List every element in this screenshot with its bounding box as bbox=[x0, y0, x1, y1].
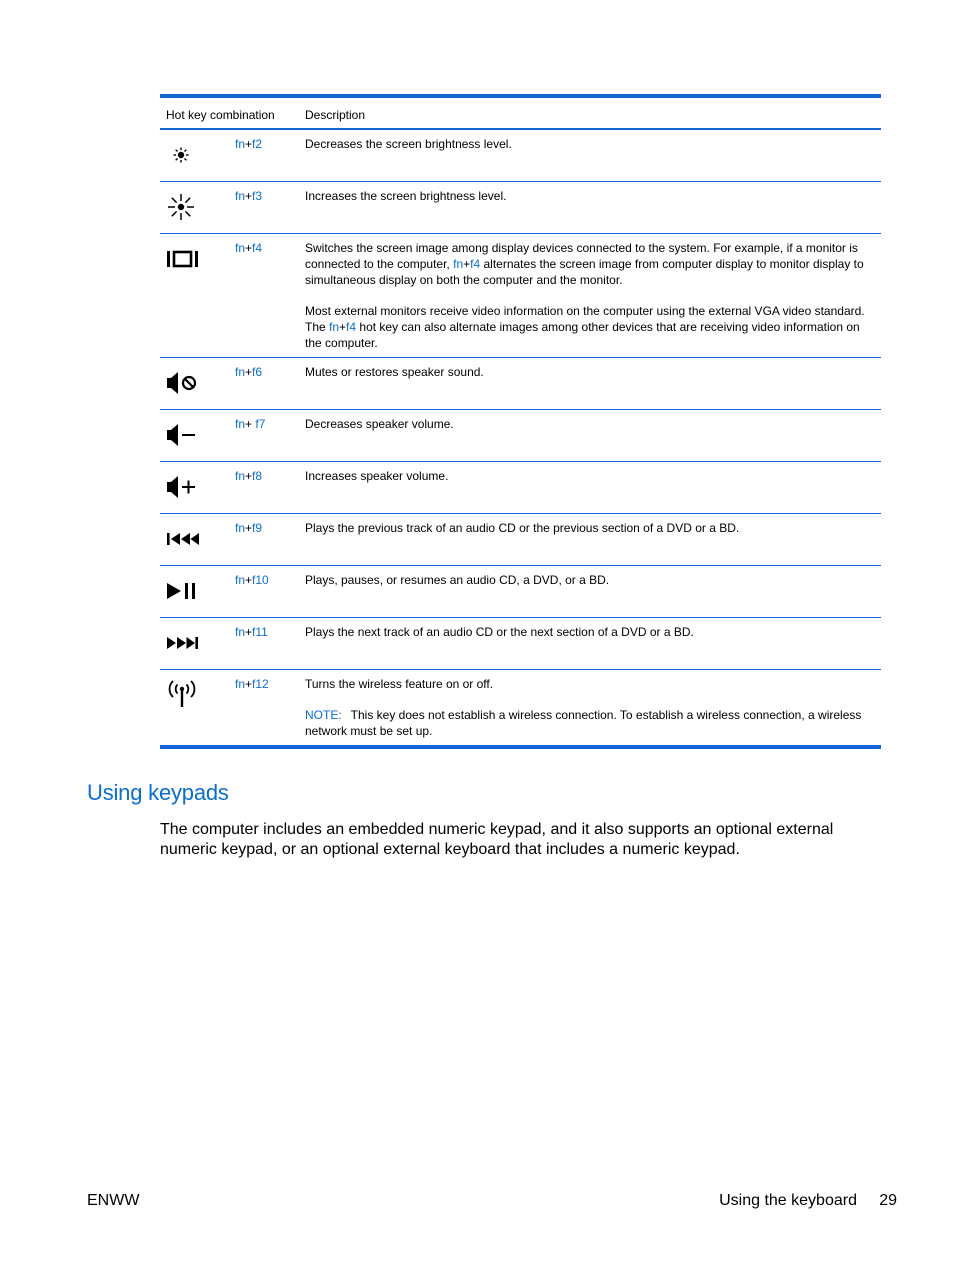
description-text: alternates the screen image from computer display to monitor display to simultaneous display on both the computer and the monitor. bbox=[305, 257, 864, 287]
inline-plus-sign: + bbox=[339, 320, 347, 334]
function-key: f6 bbox=[252, 365, 263, 379]
footer-left-label: ENWW bbox=[87, 1192, 140, 1209]
fn-key: fn bbox=[235, 677, 246, 691]
header-description: Description bbox=[305, 108, 366, 122]
description-text: Increases the screen brightness level. bbox=[305, 189, 507, 203]
description-text: Turns the wireless feature on or off. bbox=[305, 677, 494, 691]
description-text: Plays the previous track of an audio CD or the previous section of a DVD or a BD. bbox=[305, 521, 740, 535]
function-key: f4 bbox=[252, 241, 263, 255]
table-row bbox=[160, 617, 881, 669]
function-key: f8 bbox=[252, 469, 263, 483]
hotkey-combo bbox=[235, 468, 262, 484]
play-pause-icon bbox=[166, 574, 200, 608]
function-key: f7 bbox=[255, 417, 266, 431]
section-body-text: The computer includes an embedded numeric keypad, and it also supports an optional external numeric keypad, or an optional external keyboard that includes a numeric keypad. bbox=[160, 821, 834, 858]
table-row bbox=[160, 130, 881, 181]
row-description bbox=[305, 410, 877, 440]
hotkey-combo bbox=[235, 520, 262, 536]
row-description bbox=[305, 514, 877, 544]
plus-sign: + bbox=[245, 625, 253, 639]
description-text: hot key can also alternate images among other devices that are receiving video information on the computer. bbox=[305, 320, 860, 350]
plus-sign: + bbox=[245, 417, 256, 431]
description-text: Mutes or restores speaker sound. bbox=[305, 365, 484, 379]
plus-sign: + bbox=[245, 241, 253, 255]
fn-key: fn bbox=[235, 417, 246, 431]
row-description bbox=[305, 358, 877, 388]
description-text: Plays the next track of an audio CD or the next section of a DVD or a BD. bbox=[305, 625, 694, 639]
description-paragraph bbox=[305, 303, 877, 351]
plus-sign: + bbox=[245, 137, 253, 151]
function-key: f9 bbox=[252, 521, 263, 535]
plus-sign: + bbox=[245, 521, 253, 535]
plus-sign: + bbox=[245, 677, 253, 691]
hotkey-combo bbox=[235, 240, 262, 256]
function-key: f11 bbox=[252, 625, 268, 639]
inline-fn-key: fn bbox=[453, 257, 464, 271]
fn-key: fn bbox=[235, 365, 246, 379]
table-row bbox=[160, 513, 881, 565]
hotkey-combo bbox=[235, 364, 262, 380]
header-hotkey-combination: Hot key combination bbox=[166, 108, 275, 122]
brightness-up-icon bbox=[166, 190, 200, 224]
description-text: Switches the screen image among display devices connected to the system. For example, if a monitor is connected to the computer, bbox=[305, 241, 858, 271]
hotkey-table bbox=[160, 94, 881, 749]
plus-sign: + bbox=[245, 365, 253, 379]
plus-sign: + bbox=[245, 573, 253, 587]
row-description bbox=[305, 670, 877, 747]
fn-key: fn bbox=[235, 189, 246, 203]
table-row bbox=[160, 409, 881, 461]
row-description bbox=[305, 182, 877, 212]
note-text: This key does not establish a wireless connection. To establish a wireless connection, a wireless network must be set up. bbox=[305, 708, 862, 738]
page-number: 29 bbox=[879, 1192, 897, 1209]
function-key: f2 bbox=[252, 137, 263, 151]
section-heading: Using keypads bbox=[87, 780, 229, 805]
inline-plus-sign: + bbox=[463, 257, 471, 271]
mute-icon bbox=[166, 366, 200, 400]
fn-key: fn bbox=[235, 625, 246, 639]
plus-sign: + bbox=[245, 469, 253, 483]
row-description bbox=[305, 618, 877, 648]
hotkey-combo bbox=[235, 136, 262, 152]
hotkey-combo bbox=[235, 188, 262, 204]
footer-section-title: Using the keyboard bbox=[719, 1192, 857, 1209]
hotkey-combo bbox=[235, 416, 265, 432]
hotkey-combo bbox=[235, 676, 269, 692]
hotkey-combo bbox=[235, 572, 269, 588]
table-header bbox=[160, 98, 881, 130]
plus-sign: + bbox=[245, 189, 253, 203]
brightness-down-icon bbox=[166, 138, 200, 172]
hotkey-combo bbox=[235, 624, 268, 640]
function-key: f12 bbox=[252, 677, 269, 691]
description-paragraph bbox=[305, 240, 877, 288]
volume-up-icon bbox=[166, 470, 200, 504]
table-row bbox=[160, 669, 881, 745]
function-key: f10 bbox=[252, 573, 269, 587]
volume-down-icon bbox=[166, 418, 200, 452]
fn-key: fn bbox=[235, 573, 246, 587]
row-description bbox=[305, 462, 877, 492]
inline-fn-key: fn bbox=[329, 320, 340, 334]
wireless-icon bbox=[166, 678, 200, 712]
inline-function-key: f4 bbox=[470, 257, 481, 271]
table-row bbox=[160, 461, 881, 513]
fn-key: fn bbox=[235, 241, 246, 255]
function-key: f3 bbox=[252, 189, 263, 203]
row-description bbox=[305, 566, 877, 596]
footer-right bbox=[719, 1192, 897, 1210]
description-text: Decreases the screen brightness level. bbox=[305, 137, 512, 151]
description-text: Most external monitors receive video information on the computer using the external VGA video standard. The bbox=[305, 304, 865, 334]
description-text: Decreases speaker volume. bbox=[305, 417, 454, 431]
table-row bbox=[160, 181, 881, 233]
next-track-icon bbox=[166, 626, 200, 660]
display-switch-icon bbox=[166, 242, 200, 276]
description-text: Increases speaker volume. bbox=[305, 469, 449, 483]
note bbox=[305, 707, 877, 739]
fn-key: fn bbox=[235, 521, 246, 535]
table-row bbox=[160, 233, 881, 357]
inline-function-key: f4 bbox=[346, 320, 357, 334]
fn-key: fn bbox=[235, 469, 246, 483]
note-label: NOTE: bbox=[305, 708, 342, 722]
fn-key: fn bbox=[235, 137, 246, 151]
description-text: Plays, pauses, or resumes an audio CD, a DVD, or a BD. bbox=[305, 573, 610, 587]
row-description bbox=[305, 130, 877, 160]
table-row bbox=[160, 565, 881, 617]
previous-track-icon bbox=[166, 522, 200, 556]
row-description bbox=[305, 234, 877, 359]
table-row bbox=[160, 357, 881, 409]
